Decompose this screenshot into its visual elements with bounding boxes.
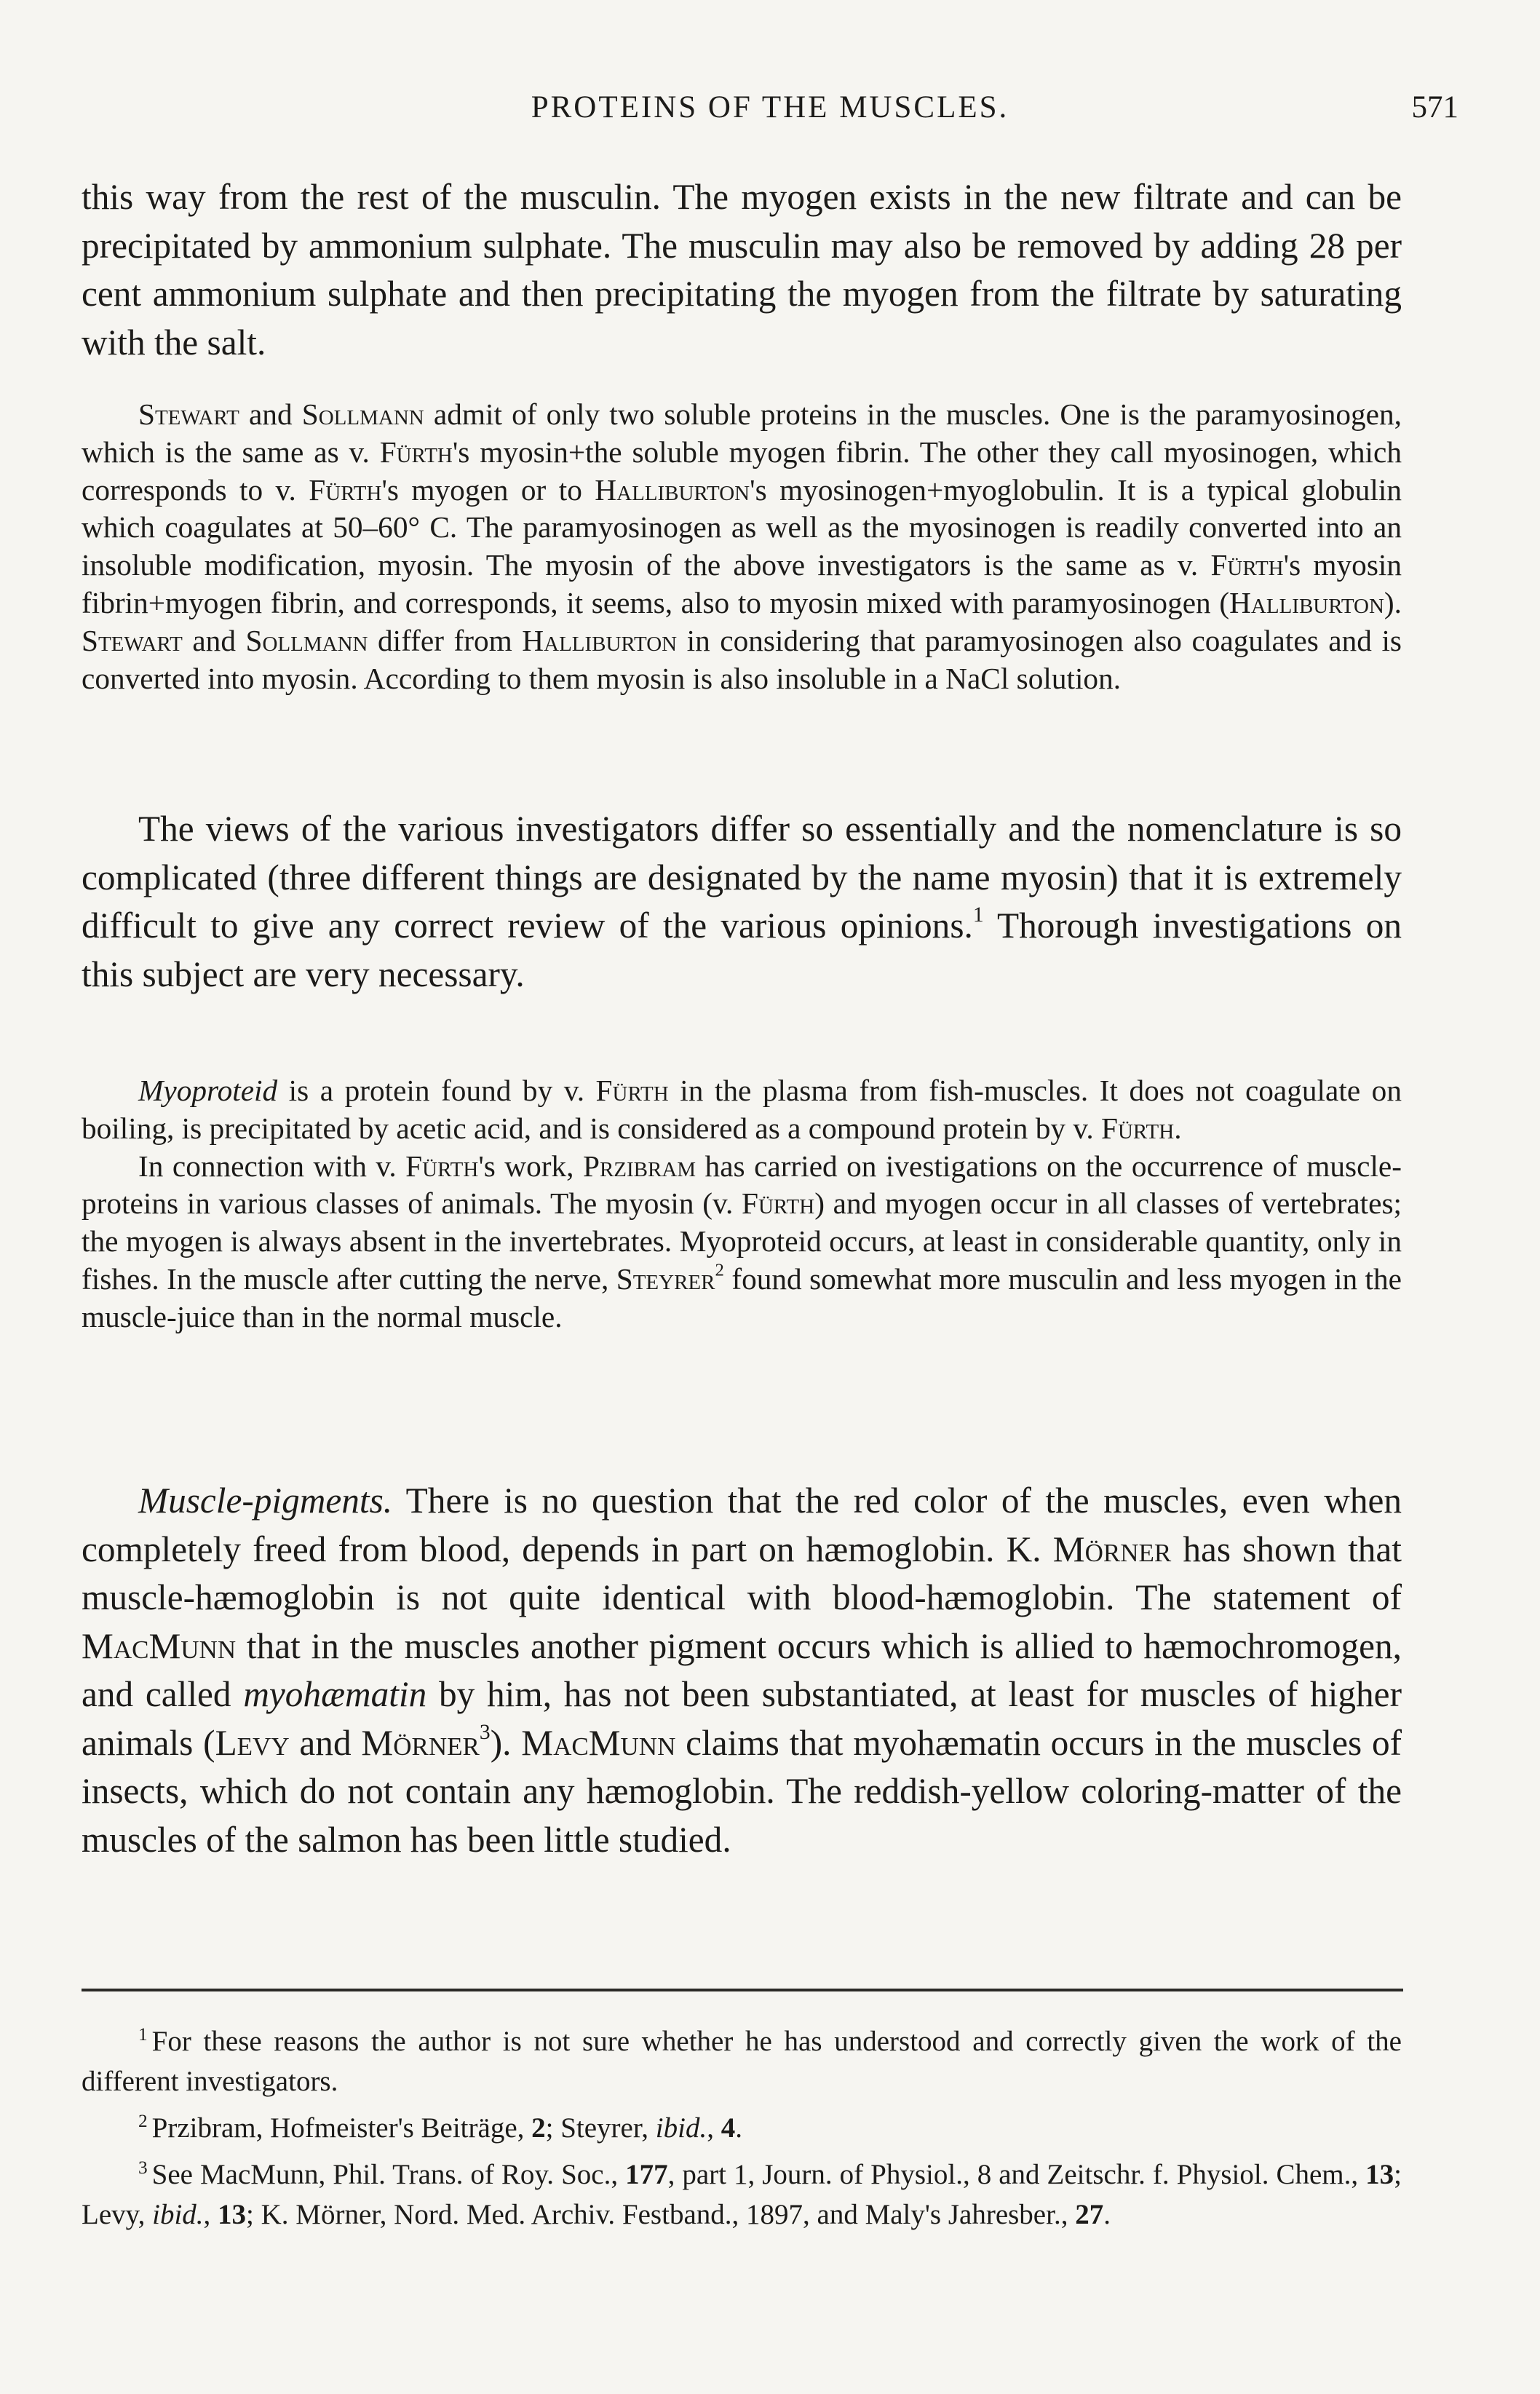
text-run: 's myosinogen+myoglobulin. It is a typical globulin which coagulates at 50–60° C. The paramyosinogen as well as the myosinogen is readily converted into an insoluble modification, myosin. The myosin of the above investigators is the same as v.	[82, 472, 1402, 582]
paragraph-musculin-continuation	[82, 173, 1402, 367]
volume-number: 13	[1365, 2158, 1394, 2190]
volume-number: 4	[721, 2112, 736, 2144]
footnote-divider	[82, 1989, 1403, 1991]
text-run: admit of only two soluble proteins in the muscles. One is the paramyosinogen, which is the same as v.	[82, 397, 1402, 469]
text-run: has shown that muscle-hæmoglobin is not quite identical with blood-hæmoglobin. The statement of	[82, 1529, 1402, 1617]
paragraph-muscle-pigments	[82, 1477, 1402, 1864]
footnote-ref-1[interactable]: 1	[972, 903, 984, 927]
text-run: ) and myogen occur in all classes of vertebrates; the myogen is always absent in the invertebrates. Myoproteid occurs, at least in considerable quantity, only in fishes. In the muscle after cutting the nerve,	[82, 1186, 1402, 1296]
term-myoproteid: Myoproteid	[138, 1074, 278, 1107]
author-name: Fürth	[595, 1074, 669, 1107]
text-run: in considering that paramyosinogen also coagulates and is converted into myosin. According to them myosin is also insoluble in a NaCl solution.	[82, 623, 1402, 695]
author-name: MacMunn	[82, 1625, 237, 1666]
footnote-text: .	[735, 2112, 742, 2144]
footnote-text: ; Steyrer,	[545, 2112, 656, 2144]
author-name: Halliburton	[595, 472, 750, 507]
footnote-number: 3	[138, 2157, 148, 2178]
volume-number: 177	[625, 2158, 668, 2190]
term-muscle-pigments: Muscle-pigments.	[138, 1481, 393, 1521]
paragraph-stewart-sollmann	[82, 396, 1402, 697]
footnote-number: 2	[138, 2110, 148, 2131]
author-name: Sollmann	[245, 623, 368, 657]
footnote-text: ; Levy,	[82, 2158, 1402, 2230]
footnote-text: ,	[707, 2112, 721, 2144]
footnote-text: See MacMunn, Phil. Trans. of Roy. Soc.,	[151, 2158, 626, 2190]
paragraph-myoproteid	[82, 1072, 1402, 1148]
author-name: Fürth	[379, 435, 453, 469]
text-run: Thorough investigations on this subject are very necessary.	[82, 905, 1402, 994]
text-run: by him, has not been substantiated, at least for muscles of higher animals (	[82, 1674, 1402, 1763]
footnote-text: .	[1103, 2198, 1111, 2230]
author-name: Mörner	[1052, 1529, 1172, 1569]
ibid: ibid.	[655, 2112, 707, 2144]
paragraph-przibram	[82, 1148, 1402, 1336]
footnote-2	[82, 2101, 1402, 2148]
author-name: Fürth	[1210, 548, 1284, 582]
paragraph-views-of-investigators	[82, 805, 1402, 999]
text-run: is a protein found by v.	[277, 1074, 596, 1107]
text-run: in the plasma from fish-muscles. It does not coagulate on boiling, is precipitated by acetic acid, and is considered as a compound protein by v.	[82, 1074, 1402, 1145]
ibid: ibid.	[152, 2198, 204, 2230]
footnote-text: For these reasons the author is not sure whether he has understood and correctly given the work of the different investigators.	[82, 2025, 1402, 2097]
footnote-1	[82, 2015, 1402, 2101]
text-run: 's myosin fibrin+myogen fibrin, and corresponds, it seems, also to myosin mixed with paramyosinogen (	[82, 548, 1402, 619]
author-name: Mörner	[361, 1722, 480, 1763]
volume-number: 2	[531, 2112, 546, 2144]
text-run: In connection with v.	[138, 1149, 406, 1183]
author-name: Halliburton	[522, 623, 678, 657]
text-run: The views of the various investigators differ so essentially and the nomenclature is so complicated (three different things are designated by the name myosin) that it is extremely difficult to give any correct review of the various opinions.	[82, 809, 1402, 946]
text-run: that in the muscles another pigment occurs which is allied to hæmochromogen, and called	[82, 1625, 1402, 1714]
running-title: PROTEINS OF THE MUSCLES.	[531, 90, 1009, 124]
text-run: found somewhat more musculin and less myogen in the muscle-juice than in the normal muscle.	[82, 1261, 1402, 1333]
text-run: There is no question that the red color of the muscles, even when completely freed from blood, depends in part on hæmoglobin. K.	[82, 1481, 1402, 1569]
author-name: MacMunn	[521, 1722, 676, 1763]
author-name: Stewart	[82, 623, 183, 657]
author-name: Stewart	[138, 397, 239, 431]
text-run: and	[289, 1722, 362, 1763]
author-name: Fürth	[742, 1186, 815, 1221]
author-name: Steyrer	[616, 1261, 715, 1296]
section-myoproteid	[82, 1072, 1402, 1336]
text-run: 's work,	[478, 1149, 583, 1183]
footnote-ref-2[interactable]: 2	[715, 1260, 724, 1280]
footnote-text: ; K. Mörner, Nord. Med. Archiv. Festband., 1897, and Maly's Jahresber.,	[246, 2198, 1076, 2230]
author-name: Fürth	[1101, 1111, 1175, 1145]
author-name: Sollmann	[301, 397, 424, 431]
author-name: Fürth	[309, 472, 382, 507]
text-run: and	[239, 397, 302, 431]
footnote-text: Przibram, Hofmeister's Beiträge,	[151, 2112, 532, 2144]
author-name: Halliburton	[1229, 585, 1384, 619]
text-run: this way from the rest of the musculin. The myogen exists in the new filtrate and can be precipitated by ammonium sulphate. The musculin may also be removed by adding 28 per cent ammonium sulphate and then precipitating the myogen from the filtrate by saturating with the salt.	[82, 177, 1402, 362]
text-run: has carried on ivestigations on the occurrence of muscle-proteins in various classes of animals. The myosin (v.	[82, 1149, 1402, 1221]
page-header	[82, 86, 1458, 130]
text-run: 's myogen or to	[381, 472, 595, 507]
volume-number: 27	[1075, 2198, 1104, 2230]
volume-number: 13	[218, 2198, 247, 2230]
text-run: 's myosin+the soluble myogen fibrin. The other they call myosinogen, which corresponds to v.	[82, 435, 1402, 507]
text-run: .	[1174, 1111, 1182, 1145]
footnote-text: ,	[203, 2198, 218, 2230]
text-run: ).	[1384, 585, 1402, 619]
text-run: ).	[490, 1722, 522, 1763]
footnote-number: 1	[138, 2024, 148, 2045]
page-number: 571	[1411, 90, 1458, 124]
footnotes	[82, 2015, 1402, 2235]
author-name: Przibram	[582, 1149, 696, 1183]
text-run: differ from	[368, 623, 523, 657]
footnote-ref-3[interactable]: 3	[479, 1720, 491, 1744]
footnote-text: , part 1, Journ. of Physiol., 8 and Zeitschr. f. Physiol. Chem.,	[667, 2158, 1366, 2190]
footnote-3	[82, 2148, 1402, 2235]
term-myohaematin: myohæmatin	[243, 1674, 427, 1714]
author-name: Fürth	[405, 1149, 479, 1183]
author-name: Levy	[215, 1722, 290, 1763]
text-run: claims that myohæmatin occurs in the muscles of insects, which do not contain any hæmoglobin. The reddish-yellow coloring-matter of the muscles of the salmon has been little studied.	[82, 1722, 1402, 1860]
text-run: and	[182, 623, 246, 657]
